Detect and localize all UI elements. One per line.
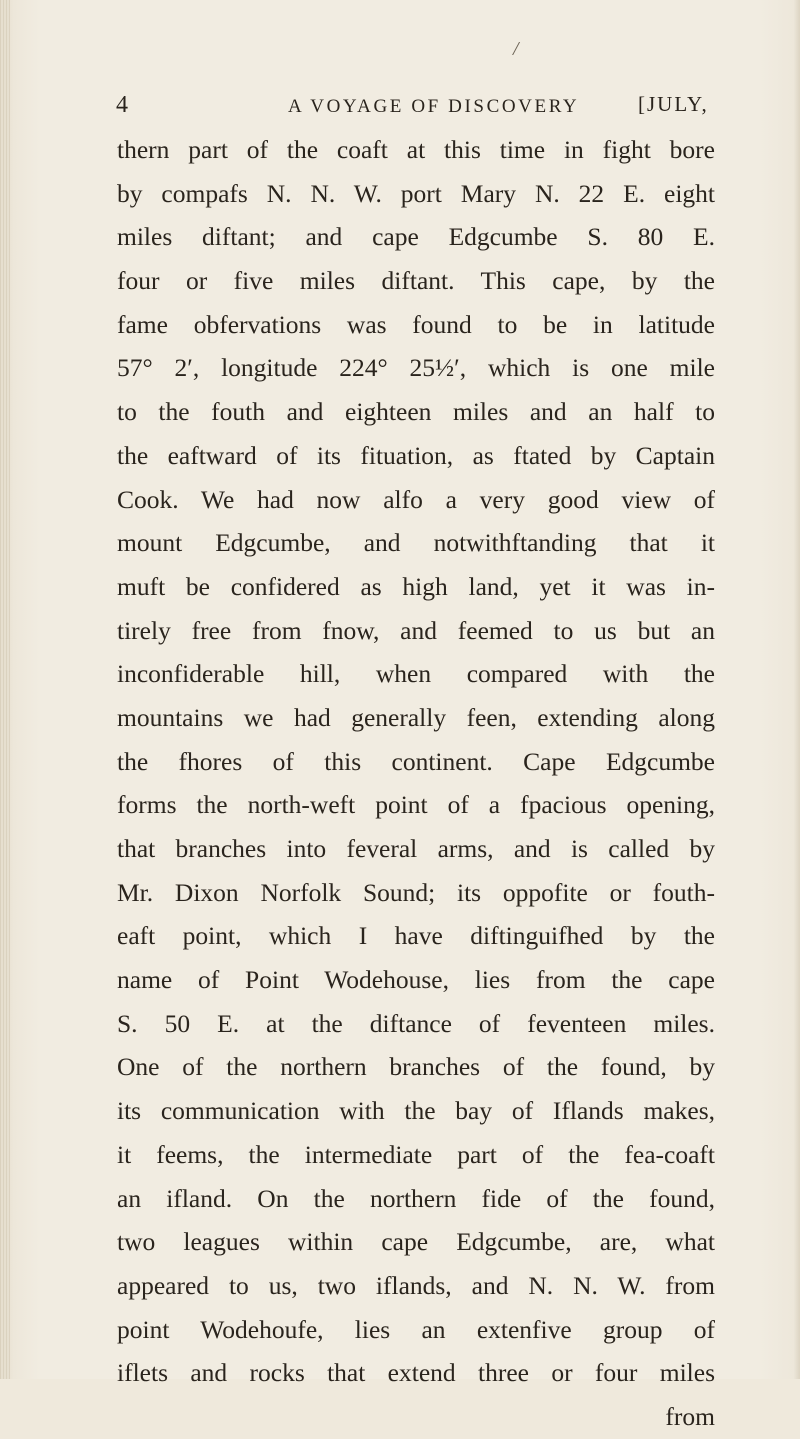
text-line: four or five miles diftant. This cape, by the <box>117 266 715 296</box>
text-line: two leagues within cape Edgcumbe, are, what <box>117 1227 715 1257</box>
text-line: One of the northern branches of the found, by <box>117 1052 715 1082</box>
text-line: S. 50 E. at the diftance of feventeen miles. <box>117 1008 715 1038</box>
catchword: from <box>665 1401 715 1431</box>
pencil-mark: / <box>513 38 519 60</box>
text-line: that branches into feveral arms, and is called by <box>117 834 715 863</box>
page-number: 4 <box>116 92 129 118</box>
text-line: to the fouth and eighteen miles and an half to <box>117 397 715 427</box>
binding-edge <box>0 0 10 1379</box>
text-line: mount Edgcumbe, and notwithftanding that it <box>117 528 715 558</box>
text-line: 57° 2′, longitude 224° 25½′, which is one mile <box>117 353 715 383</box>
text-line: appeared to us, two iflands, and N. N. W. from <box>117 1270 715 1300</box>
text-line: an ifland. On the northern fide of the found, <box>117 1183 715 1213</box>
text-line: the fhores of this continent. Cape Edgcumbe <box>117 746 715 776</box>
text-line: Mr. Dixon Norfolk Sound; its oppofite or fouth- <box>117 877 715 907</box>
text-line: forms the north-weft point of a fpacious opening, <box>117 790 715 820</box>
text-line: the eaftward of its fituation, as ftated by Captain <box>117 440 715 470</box>
page-edge <box>794 0 800 1379</box>
text-line: muft be confidered as high land, yet it was in- <box>117 571 715 601</box>
running-head <box>112 92 712 124</box>
text-line: miles diftant; and cape Edgcumbe S. 80 E. <box>117 222 715 252</box>
text-line: eaft point, which I have diftinguifhed by the <box>117 921 715 951</box>
body-text <box>117 128 715 1439</box>
text-line: by compafs N. N. W. port Mary N. 22 E. eight <box>117 178 715 208</box>
text-line: mountains we had generally feen, extending along <box>117 702 715 732</box>
text-line: iflets and rocks that extend three or four miles <box>117 1358 715 1388</box>
text-line: its communication with the bay of Iflands makes, <box>117 1096 715 1126</box>
text-line: tirely free from fnow, and feemed to us but an <box>117 615 715 645</box>
text-line: fame obfervations was found to be in latitude <box>117 309 715 339</box>
running-month: [JULY, <box>638 92 709 116</box>
running-title: A VOYAGE OF DISCOVERY <box>288 96 580 117</box>
text-line: name of Point Wodehouse, lies from the cape <box>117 965 715 995</box>
text-line: Cook. We had now alfo a very good view of <box>117 484 715 514</box>
text-line: inconfiderable hill, when compared with the <box>117 659 715 689</box>
text-line: it feems, the intermediate part of the fea-coaft <box>117 1139 715 1169</box>
text-line: thern part of the coaft at this time in fight bore <box>117 135 715 164</box>
text-line: point Wodehoufe, lies an extenfive group of <box>117 1314 715 1344</box>
